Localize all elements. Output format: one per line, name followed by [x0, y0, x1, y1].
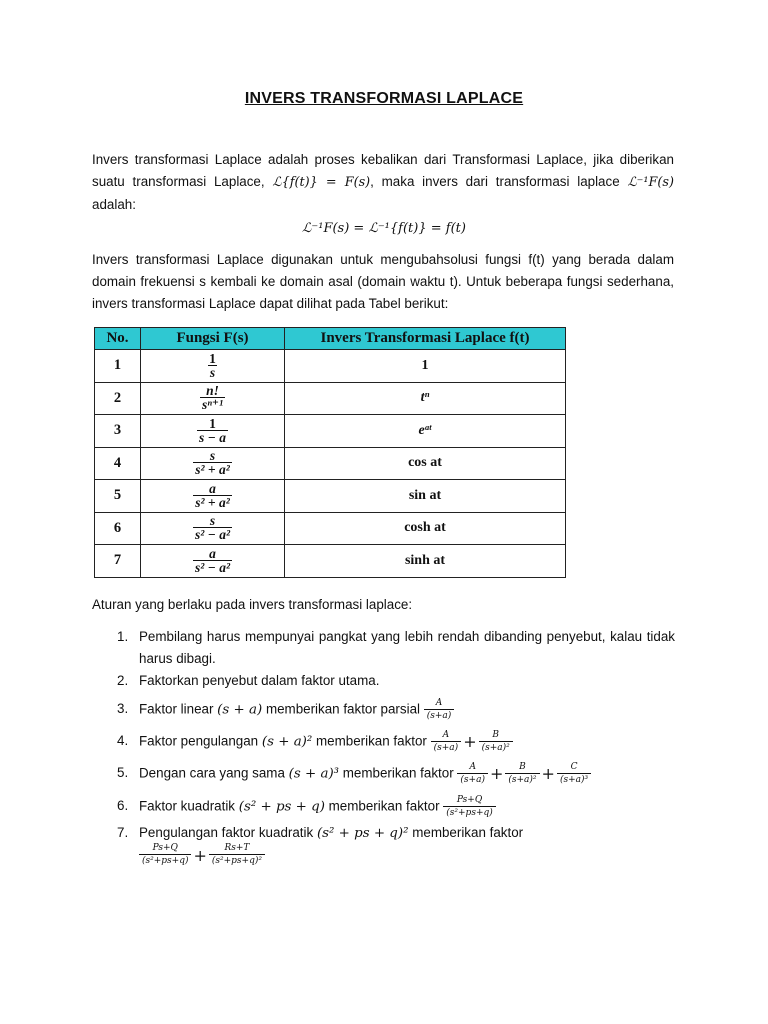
laplace-table [94, 327, 566, 578]
row-number: 4 [95, 447, 141, 480]
rule-3: 3. Faktor linear (s + a) memberikan faktor parsial $\frac{A}{(s+a)}$ [117, 698, 675, 722]
row-number: 6 [95, 512, 141, 545]
rule-2: 2. Faktorkan penyebut dalam faktor utama. [117, 673, 380, 688]
header-inverse: Invers Transformasi Laplace f(t) [285, 328, 566, 350]
table-row [95, 350, 566, 383]
rule-expression: (s + a)³ [288, 766, 340, 782]
intro-text: Invers transformasi Laplace adalah proses kebalikan dari Transformasi Laplace, jika diberikan suatu transformasi Laplace, [92, 152, 674, 189]
table-row [95, 512, 566, 545]
numerator: n! [206, 383, 219, 399]
result-cell: cosh at [285, 512, 566, 545]
rule-4: 4. Faktor pengulangan (s + a)² memberikan faktor $\frac{A}{(s+a)}$ + $\frac{B}{\text{(s+a)²}}$ [117, 730, 675, 754]
partial-fraction: $\frac{Rs+T}{\text{(s²+ps+q)²}}$ [209, 843, 265, 867]
inverse-equation: ℒ⁻¹F(s) = ℒ⁻¹{f(t)} = f(t) [302, 221, 466, 236]
row-number: 2 [95, 382, 141, 415]
denominator: s − a [199, 429, 226, 445]
rule-1: 1. Pembilang harus mempunyai pangkat yang lebih rendah dibanding penyebut, kalau tidak harus dibagi. [117, 629, 675, 666]
inverse-symbol: ℒ⁻¹F(s) [627, 175, 674, 190]
rule-7: 7. Pengulangan faktor kuadratik (s² + ps + q)² memberikan faktor [117, 825, 524, 841]
partial-fraction: $\frac{C}{\text{(s+a)³}}$ [557, 762, 591, 786]
result-cell: 1 [285, 350, 566, 383]
rule-6: 6. Faktor kuadratik (s² + ps + q) memberikan faktor $\frac{Ps+Q}{\text{(s²+ps+q)}}$ [117, 795, 675, 819]
denominator: s² + a² [195, 462, 230, 478]
denominator: s² − a² [194, 559, 231, 575]
result-cell: sin at [285, 480, 566, 513]
header-no: No. [95, 328, 141, 350]
paragraph-2: Invers transformasi Laplace digunakan untuk mengubahsolusi fungsi f(t) yang berada dalam domain frekuensi s kembali ke domain asal (domain waktu t). Untuk beberapa fungsi sederhana, invers transformasi Laplace dapat dilihat pada Tabel berikut: [92, 252, 674, 311]
rule-expression: (s² + ps + q) [238, 799, 325, 815]
partial-fraction: $\frac{A}{(s+a)}$ [431, 730, 462, 754]
intro-paragraph [92, 149, 674, 216]
rules-intro: Aturan yang berlaku pada invers transformasi laplace: [92, 597, 413, 612]
rule-expression: (s + a)² [261, 734, 313, 750]
row-number: 1 [95, 350, 141, 383]
partial-fraction: $\frac{Ps+Q}{\text{(s²+ps+q)}}$ [139, 843, 191, 867]
result-cell: eᵃᵗ [285, 415, 566, 448]
denominator: s [209, 364, 216, 380]
partial-fraction: $\frac{A}{(s+a)}$ [424, 698, 455, 722]
page-title: INVERS TRANSFORMASI LAPLACE [244, 90, 524, 107]
laplace-pair: ℒ{f(t)} = F(s) [272, 175, 371, 190]
numerator: s [209, 448, 216, 464]
function-cell [141, 480, 285, 513]
function-cell [141, 350, 285, 383]
rule-expression: (s² + ps + q)² [316, 826, 409, 841]
rule-expression: (s + a) [217, 702, 263, 718]
numerator: a [209, 480, 216, 496]
table-row [95, 447, 566, 480]
denominator: s² + a² [195, 494, 230, 510]
table-row [95, 545, 566, 578]
result-cell: sinh at [285, 545, 566, 578]
partial-fraction: $\frac{Ps+Q}{\text{(s²+ps+q)}}$ [443, 795, 495, 819]
row-number: 3 [95, 415, 141, 448]
denominator: s² − a² [194, 527, 231, 543]
result-cell: cos at [285, 447, 566, 480]
numerator: 1 [209, 350, 216, 366]
partial-fraction: $\frac{B}{\text{(s+a)²}}$ [479, 730, 513, 754]
function-cell [141, 512, 285, 545]
row-number: 7 [95, 545, 141, 578]
numerator: a [209, 545, 216, 561]
partial-fraction: $\frac{B}{\text{(s+a)²}}$ [505, 762, 539, 786]
numerator: s [209, 513, 216, 529]
row-number: 5 [95, 480, 141, 513]
table-row [95, 382, 566, 415]
function-cell [141, 415, 285, 448]
rule-7-fractions: $\frac{Ps+Q}{\text{(s²+ps+q)}}$ + $\frac{Rs+T}{\text{(s²+ps+q)²}}$ [139, 843, 265, 867]
result-cell: tⁿ [285, 382, 566, 415]
denominator: sⁿ⁺¹ [201, 397, 224, 413]
numerator: 1 [209, 415, 216, 431]
rule-5: 5. Dengan cara yang sama (s + a)³ memberikan faktor $\frac{A}{(s+a)}$ + $\frac{B}{\text{(s+a)²}}$ + $\frac{C}{\text{(s+a)³}}$ [117, 762, 675, 786]
intro-text-b: , maka invers dari transformasi laplace [370, 174, 620, 189]
header-function: Fungsi F(s) [141, 328, 285, 350]
table-row [95, 480, 566, 513]
intro-text-c: adalah: [92, 197, 136, 212]
table-row [95, 415, 566, 448]
partial-fraction: $\frac{A}{(s+a)}$ [457, 762, 488, 786]
function-cell [141, 382, 285, 415]
function-cell [141, 447, 285, 480]
function-cell [141, 545, 285, 578]
